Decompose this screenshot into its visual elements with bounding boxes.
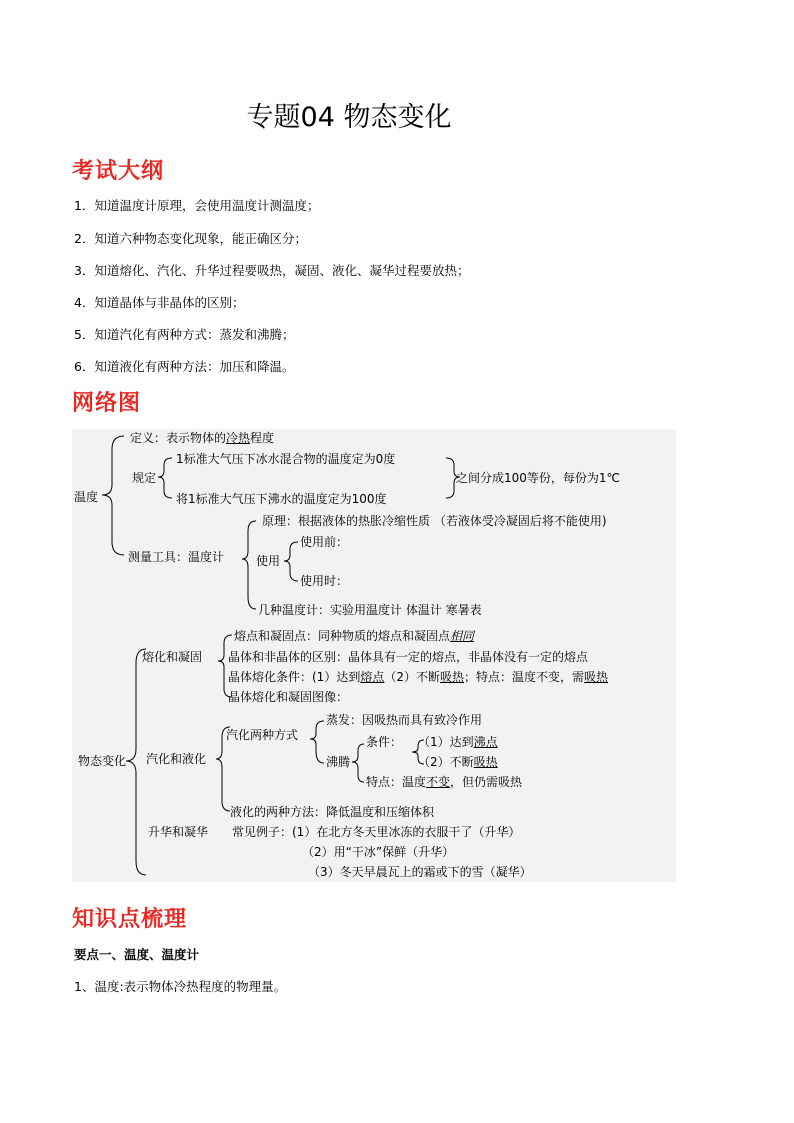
node-rh-4: 晶体熔化和凝固图像：: [228, 690, 349, 704]
node-liezi: 常见例子：(1）在北方冬天里冰冻的衣服干了（升华）: [232, 825, 521, 839]
node-zhengfa: 蒸发：因吸热而具有致冷作用: [326, 713, 483, 727]
node-shiyong-qian: 使用前：: [300, 535, 349, 549]
page-title: 专题04 物态变化: [246, 102, 452, 133]
section-heading-network: 网络图: [72, 391, 142, 416]
outline-item-1: 1．知道温度计原理，会使用温度计测温度；: [74, 198, 320, 213]
node-guiding: 规定: [132, 471, 157, 485]
node-wendu: 温度: [74, 490, 99, 504]
node-liezi-2: （2）用“干冰”保鲜（升华）: [302, 845, 455, 859]
node-rh-2: 晶体和非晶体的区别：晶体具有一定的熔点，非晶体没有一定的熔点: [228, 650, 589, 664]
section-heading-outline: 考试大纲: [72, 159, 165, 184]
paragraph: 1、温度:表示物体冷热程度的物理量。: [74, 979, 287, 994]
node-guiding-2: 将1标准大气压下沸水的温度定为100度: [176, 492, 387, 506]
node-jizhong: 几种温度计：实验用温度计 体温计 寒暑表: [258, 603, 482, 617]
outline-item-5: 5．知道汽化有两种方式：蒸发和沸腾；: [74, 327, 295, 342]
node-tj-2: （2）不断吸热: [418, 755, 498, 769]
outline-item-4: 4．知道晶体与非晶体的区别；: [74, 295, 245, 310]
node-wutai: 物态变化: [78, 754, 127, 768]
node-guiding-right: 之间分成100等份，每份为1℃: [456, 471, 621, 485]
node-rh-3: 晶体熔化条件：(1）达到熔点（2）不断吸热；特点：温度不变，需吸热: [228, 670, 609, 684]
node-qihua: 汽化和液化: [146, 752, 207, 766]
concept-map: [72, 429, 676, 882]
node-rh-1: 熔点和凝固点：同种物质的熔点和凝固点相同: [234, 629, 475, 643]
node-shiyong: 使用: [256, 554, 281, 568]
node-tj-1: （1）达到沸点: [418, 735, 498, 749]
node-feiteng: 沸腾: [326, 755, 351, 769]
node-tiaojian: 条件：: [366, 735, 403, 749]
node-guiding-1: 1标准大气压下冰水混合物的温度定为0度: [176, 452, 396, 466]
node-shiyong-shi: 使用时：: [300, 574, 349, 588]
node-ronghua: 熔化和凝固: [142, 650, 203, 664]
section-heading-points: 知识点梳理: [72, 907, 188, 932]
node-dingyi: 定义：表示物体的冷热程度: [130, 431, 275, 445]
node-tedian: 特点：温度不变，但仍需吸热: [366, 775, 523, 789]
node-celiang: 测量工具：温度计: [128, 550, 225, 564]
node-qh-ways: 汽化两种方式: [226, 728, 299, 742]
outline-item-3: 3．知道熔化、汽化、升华过程要吸热，凝固、液化、凝华过程要放热；: [74, 263, 470, 278]
outline-item-6: 6．知道液化有两种方法：加压和降温。: [74, 359, 295, 374]
node-shenghua: 升华和凝华: [148, 825, 209, 839]
node-yehua: 液化的两种方法：降低温度和压缩体积: [230, 805, 435, 819]
node-liezi-3: （3）冬天早晨瓦上的霜或下的雪（凝华）: [308, 865, 532, 879]
outline-item-2: 2．知道六种物态变化现象，能正确区分；: [74, 231, 307, 246]
subheading: 要点一、温度、温度计: [74, 947, 200, 962]
node-yuanli: 原理：根据液体的热胀冷缩性质 （若液体受冷凝固后将不能使用): [262, 514, 607, 528]
